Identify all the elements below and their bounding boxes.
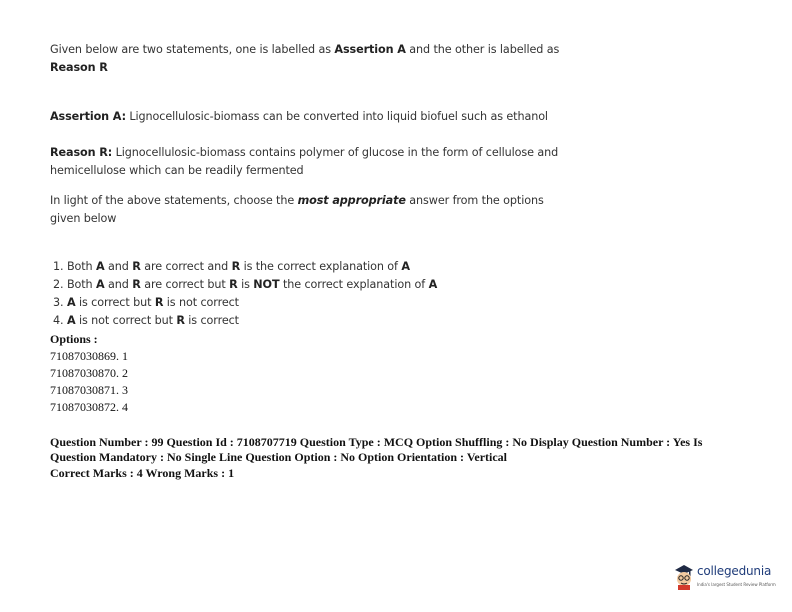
choice-text: and [104,278,133,291]
choice-bold: R [176,314,185,327]
choice-text: are correct but [140,278,230,291]
option-id-4: 71087030872. 4 [50,400,128,414]
choice-text: is the correct explanation of [240,260,402,273]
choice-bold: R [154,296,164,309]
collegedunia-logo [673,562,776,594]
instruction-text-3: given below [50,212,117,225]
choice-text: Both [63,260,96,273]
assertion-text: Lignocellulosic-biomass can be converted into liquid biofuel such as ethanol [125,110,548,123]
choice-text: is not correct [163,296,239,309]
choice-text: are correct and [140,260,232,273]
choice-text: is [237,278,254,291]
choice-bold: A [428,278,438,291]
choice-text: Both [63,278,96,291]
assertion-label: Assertion A: [50,110,126,123]
instruction-emphasis: most appropriate [297,194,406,207]
choice-bold: A [66,314,76,327]
assertion-label-inline: Assertion A [334,43,406,56]
choice-bold: A [96,278,105,291]
choice-2 [53,278,437,291]
choice-bold: R [132,260,141,273]
reason-statement [50,146,558,159]
mascot-icon [673,564,695,590]
reason-statement-cont [50,164,304,177]
choice-bold: NOT [253,278,280,291]
reason-label: Reason R: [50,146,113,159]
option-id-3: 71087030871. 3 [50,383,128,397]
choice-bold: R [229,278,238,291]
choice-3 [53,296,239,309]
logo-wordmark: collegedunia [697,564,772,578]
instruction-line-1 [50,194,544,207]
choice-number: 2. [53,278,64,291]
intro-text: Given below are two statements, one is labelled as [50,43,335,56]
assertion-statement [50,110,548,123]
option-id-2: 71087030870. 2 [50,366,128,380]
choice-bold: A [401,260,410,273]
question-meta-line-3: Correct Marks : 4 Wrong Marks : 1 [50,466,235,480]
intro-line-1 [50,43,559,56]
instruction-line-2 [50,212,116,225]
question-meta-line-1: Question Number : 99 Question Id : 7108707719 Question Type : MCQ Option Shuffling : No Display Question Number : Yes Is [50,435,703,449]
choice-number: 1. [53,260,64,273]
choice-text: and [104,260,133,273]
reason-text-line-2: hemicellulose which can be readily fermented [50,164,304,177]
choice-text: is correct but [75,296,155,309]
choice-text: is not correct but [75,314,177,327]
choice-bold: A [66,296,76,309]
choice-text: is correct [184,314,239,327]
instruction-text: In light of the above statements, choose the [50,194,298,207]
choice-1 [53,260,410,273]
options-heading: Options : [50,332,98,346]
choice-4 [53,314,239,327]
logo-tagline: India's largest Student Review Platform [697,582,776,587]
option-id-1: 71087030869. 1 [50,349,128,363]
choice-number: 3. [53,296,64,309]
reason-text-line-1: Lignocellulosic-biomass contains polymer of glucose in the form of cellulose and [112,146,559,159]
reason-label-inline: Reason R [50,61,108,74]
choice-text: the correct explanation of [279,278,429,291]
choice-bold: R [231,260,241,273]
choice-number: 4. [53,314,64,327]
intro-text-2: and the other is labelled as [405,43,560,56]
question-meta-line-2: Question Mandatory : No Single Line Question Option : No Option Orientation : Vertical [50,450,508,464]
instruction-text-2: answer from the options [405,194,544,207]
intro-line-2 [50,61,108,74]
choice-bold: A [96,260,105,273]
choice-bold: R [132,278,141,291]
